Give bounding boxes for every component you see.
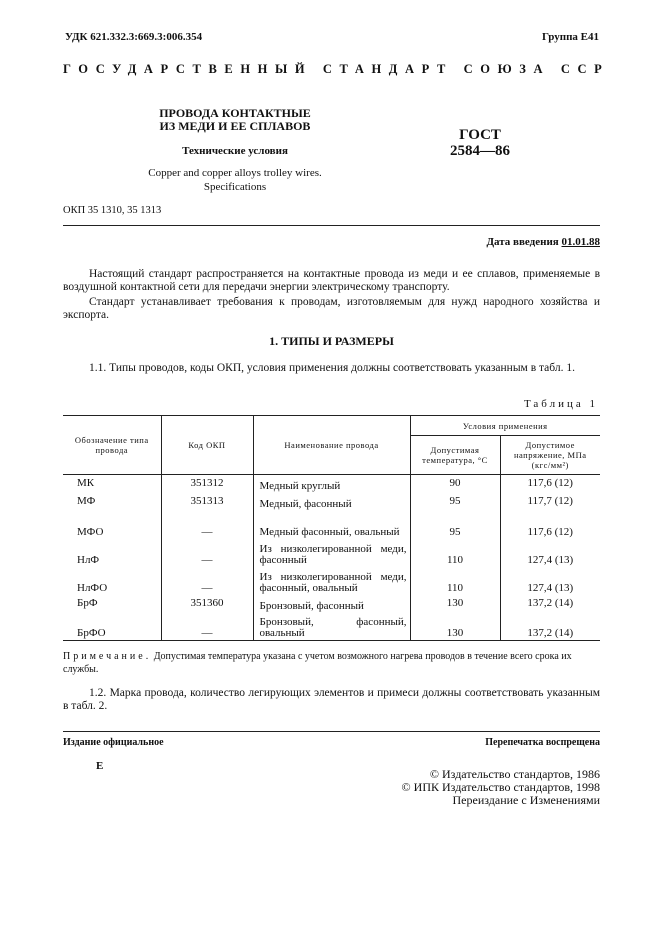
section-title: 1. ТИПЫ И РАЗМЕРЫ bbox=[269, 334, 394, 348]
table-row bbox=[63, 595, 600, 613]
group-code: Группа Е41 bbox=[541, 31, 599, 43]
cell-name: Из низколегированной меди, фасонный, овальный bbox=[253, 567, 410, 595]
table-row bbox=[63, 567, 600, 595]
cell-type: БрФО bbox=[77, 627, 106, 639]
cell-okp: 351360 bbox=[161, 595, 253, 613]
cell-okp: — bbox=[161, 567, 253, 595]
cell-type: БрФ bbox=[77, 597, 98, 609]
cell-okp: 351312 bbox=[161, 475, 253, 493]
edition-mark: Е bbox=[96, 760, 104, 772]
cell-name: Медный, фасонный bbox=[253, 493, 410, 511]
table-note bbox=[63, 650, 600, 676]
cell-name: Бронзовый, фасонный, овальный bbox=[253, 613, 410, 641]
table-row bbox=[63, 613, 600, 641]
gost-designation bbox=[445, 127, 515, 159]
cell-temperature: 130 bbox=[410, 613, 500, 641]
paragraph-1-2: 1.2. Марка провода, количество легирующих элементов и примеси должны соответствовать указанным в табл. 2. bbox=[63, 687, 600, 712]
cell-stress: 117,6 (12) bbox=[500, 511, 600, 539]
reprint-label: Перепечатка воспрещена bbox=[485, 737, 600, 748]
cell-okp: — bbox=[161, 613, 253, 641]
header-designation: Обозначение типа провода bbox=[63, 416, 161, 475]
footer-divider bbox=[63, 731, 600, 732]
cell-okp: — bbox=[161, 511, 253, 539]
cell-type: НлФО bbox=[77, 581, 108, 594]
cell-okp: — bbox=[161, 539, 253, 567]
wire-types-table bbox=[63, 415, 600, 641]
table-row bbox=[63, 539, 600, 567]
header-temperature: Допустимая температура, °С bbox=[410, 436, 500, 475]
intro-paragraph-2: Стандарт устанавливает требования к проводам, изготовляемым для нужд народного хозяйства и экспорта. bbox=[63, 296, 600, 321]
english-title-line-1: Copper and copper alloys trolley wires. bbox=[148, 167, 322, 179]
cell-name: Из низколегированной меди, фасонный bbox=[253, 539, 410, 567]
copyright-block bbox=[402, 768, 600, 807]
header-okp-code: Код ОКП bbox=[161, 416, 253, 475]
table-row bbox=[63, 475, 600, 493]
document-title bbox=[130, 107, 340, 133]
cell-stress: 127,4 (13) bbox=[500, 567, 600, 595]
note-label: Примечание. bbox=[63, 651, 152, 662]
cell-okp: 351313 bbox=[161, 493, 253, 511]
cell-name: Медный круглый bbox=[253, 475, 410, 493]
title-line-1: ПРОВОДА КОНТАКТНЫЕ bbox=[159, 106, 311, 120]
copyright-1: © Издательство стандартов, 1986 bbox=[429, 767, 600, 781]
date-value: 01.01.88 bbox=[561, 236, 600, 248]
introduction-date bbox=[486, 236, 600, 248]
tech-conditions: Технические условия bbox=[182, 145, 288, 157]
gost-label: ГОСТ bbox=[459, 127, 501, 143]
cell-type: НлФ bbox=[77, 553, 100, 566]
cell-temperature: 110 bbox=[410, 539, 500, 567]
note-text: Допустимая температура указана с учетом возможного нагрева проводов в течение всего срока их службы. bbox=[63, 651, 572, 675]
cell-stress: 117,6 (12) bbox=[500, 475, 600, 493]
table-row bbox=[63, 493, 600, 511]
copyright-2: © ИПК Издательство стандартов, 1998 bbox=[401, 780, 600, 794]
header-conditions: Условия применения bbox=[410, 416, 600, 436]
title-line-2: ИЗ МЕДИ И ЕЕ СПЛАВОВ bbox=[159, 119, 311, 133]
divider bbox=[63, 225, 600, 226]
paragraph-1-1: 1.1. Типы проводов, коды ОКП, условия применения должны соответствовать указанным в табл. 1. bbox=[89, 362, 575, 374]
header-name: Наименование провода bbox=[253, 416, 410, 475]
cell-temperature: 95 bbox=[410, 493, 500, 511]
cell-stress: 137,2 (14) bbox=[500, 613, 600, 641]
cell-name: Медный фасонный, овальный bbox=[253, 511, 410, 539]
cell-stress: 117,7 (12) bbox=[500, 493, 600, 511]
cell-type: МФО bbox=[77, 525, 104, 538]
cell-stress: 127,4 (13) bbox=[500, 539, 600, 567]
cell-temperature: 110 bbox=[410, 567, 500, 595]
date-label: Дата введения bbox=[486, 236, 562, 248]
english-title-line-2: Specifications bbox=[203, 181, 267, 193]
english-title bbox=[130, 166, 340, 194]
cell-temperature: 130 bbox=[410, 595, 500, 613]
table-caption: Таблица 1 bbox=[523, 398, 598, 410]
standard-line: ГОСУДАРСТВЕННЫЙ СТАНДАРТ СОЮЗА ССР bbox=[63, 62, 610, 76]
cell-type: МФ bbox=[77, 495, 96, 507]
cell-stress: 137,2 (14) bbox=[500, 595, 600, 613]
cell-type: МК bbox=[77, 477, 95, 490]
reissue-note: Переиздание с Изменениями bbox=[452, 793, 600, 807]
cell-name: Бронзовый, фасонный bbox=[253, 595, 410, 613]
cell-temperature: 90 bbox=[410, 475, 500, 493]
edition-label: Издание официальное bbox=[63, 737, 164, 748]
okp-codes: ОКП 35 1310, 35 1313 bbox=[63, 205, 162, 216]
gost-number: 2584—86 bbox=[450, 143, 510, 159]
udk-code: УДК 621.332.3:669.3:006.354 bbox=[65, 31, 203, 43]
intro-paragraph-1: Настоящий стандарт распространяется на контактные провода из меди и ее сплавов, применяемые в воздушной контактной сети для передачи энергии электрическому транспорту. bbox=[63, 268, 600, 293]
table-row bbox=[63, 511, 600, 539]
cell-temperature: 95 bbox=[410, 511, 500, 539]
header-stress: Допустимое напряжение, МПа (кгс/мм²) bbox=[500, 436, 600, 475]
